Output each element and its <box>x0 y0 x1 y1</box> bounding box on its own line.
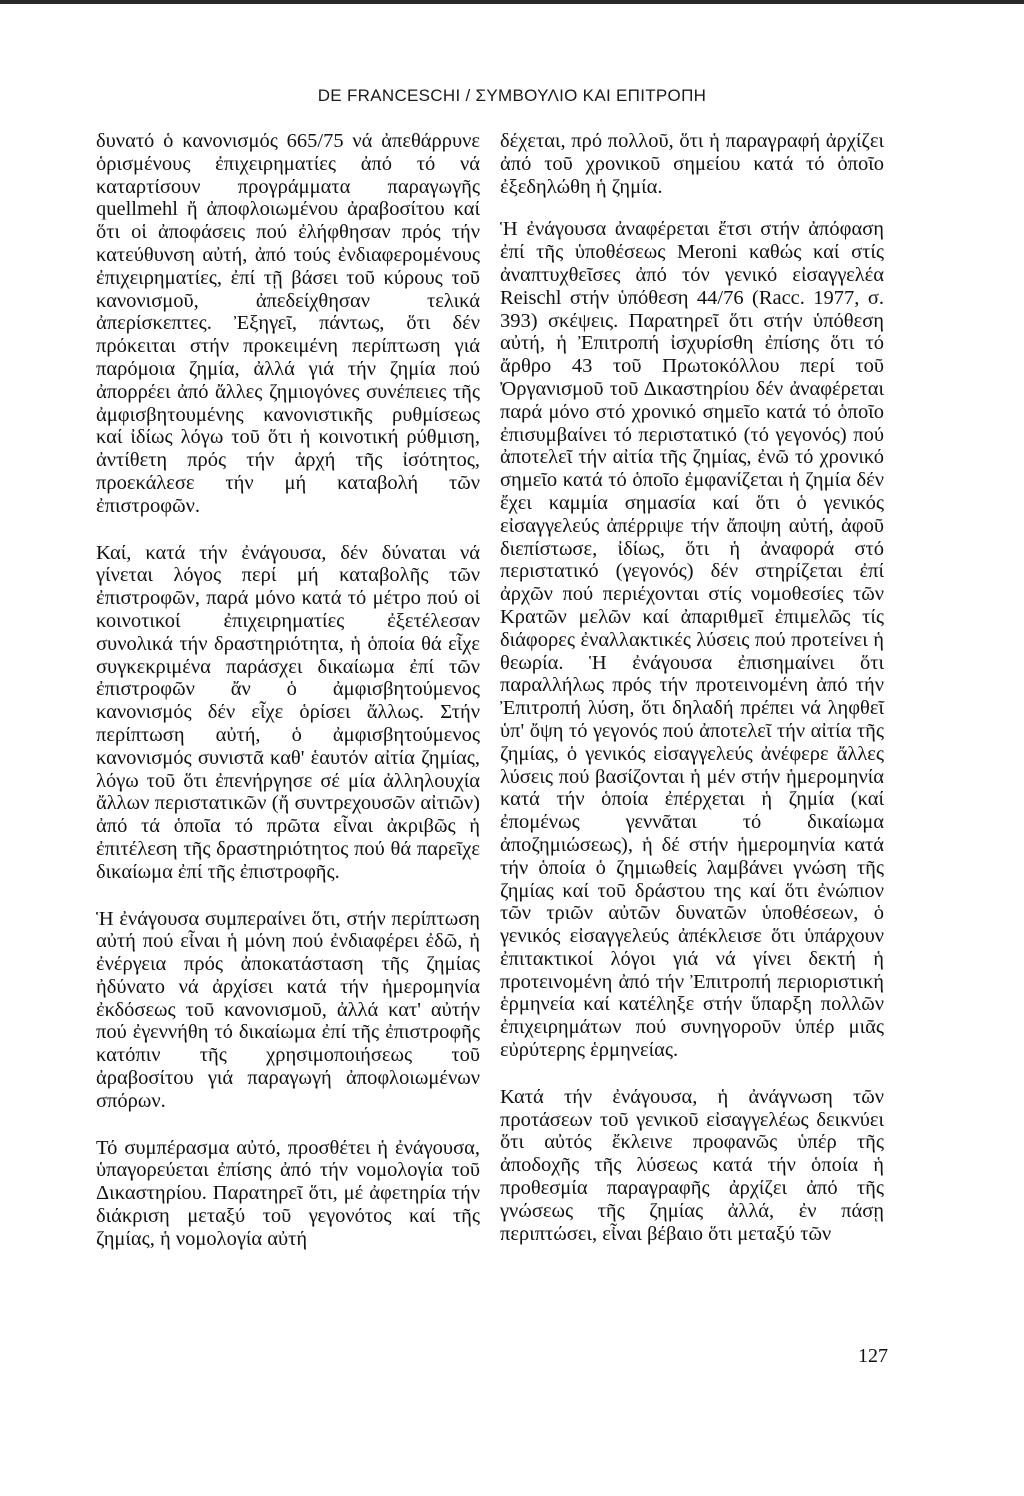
left-paragraph-1: δυνατό ὁ κανονισμός 665/75 νά ἀπεθάρρυνε ὁρισμένους ἐπιχειρηματίες ἀπό τό νά καταρτίσουν προγράμματα παραγωγῆς quellmehl ἤ ἀποφλοιωμένου ἀραβοσίτου καί ὅτι οἱ ἀποφάσεις πού ἐλήφθησαν πρός τήν κατεύθυνση αὐτή, ἀπό τούς ἐνδιαφερομένους ἐπιχειρηματίες, ἐπί τῇ βάσει τοῦ κύρους τοῦ κανονισμοῦ, ἀπεδείχθησαν τελικά ἀπερίσκεπτες. Ἐξηγεῖ, πάντως, ὅτι δέν πρόκειται στήν προκειμένη περίπτωση γιά παρόμοια ζημία, ἀλλά γιά τήν ζημία πού ἀπορρέει ἀπό ἄλλες ζημιογόνες συνέπειες τῆς ἀμφισβητουμένης κανονιστικῆς ρυθμίσεως καί ἰδίως λόγω τοῦ ὅτι ἡ κοινοτική ρύθμιση, ἀντίθετη πρός τήν ἀρχή τῆς ἰσότητος, προεκάλεσε τήν μή καταβολή τῶν ἐπιστροφῶν. <box>96 130 480 517</box>
left-column <box>96 130 480 1251</box>
right-column <box>500 130 884 1245</box>
right-paragraph-2: Ἡ ἐνάγουσα ἀναφέρεται ἔτσι στήν ἀπόφαση ἐπί τῆς ὑποθέσεως Meroni καθώς καί στίς ἀναπτυχθεῖσες ἀπό τόν γενικό εἰσαγγελέα Reischl στήν ὑπόθεση 44/76 (Racc. 1977, σ. 393) σκέψεις. Παρατηρεῖ ὅτι στήν ὑπόθεση αὐτή, ἡ Ἐπιτροπή ἰσχυρίσθη ἐπίσης ὅτι τό ἄρθρο 43 τοῦ Πρωτοκόλλου περί τοῦ Ὀργανισμοῦ τοῦ Δικαστηρίου δέν ἀναφέρεται παρά μόνο στό χρονικό σημεῖο κατά τό ὁποῖο ἐπισυμβαίνει τό περιστατικό (τό γεγονός) πού ἀποτελεῖ τήν αἰτία τῆς ζημίας, ἐνῶ τό χρονικό σημεῖο κατά τό ὁποῖο ἐμφανίζεται ἡ ζημία δέν ἔχει καμμία σημασία καί ὅτι ὁ γενικός εἰσαγγελεύς ἀπέρριψε τήν ἄποψη αὐτή, ἀφοῦ διεπίστωσε, ἰδίως, ὅτι ἡ ἀναφορά στό περιστατικό (γεγονός) δέν στηρίζεται ἐπί ἀρχῶν πού περιέχονται στίς νομοθεσίες τῶν Κρατῶν μελῶν καί ἀπαριθμεῖ ἐπιμελῶς τίς διάφορες ἐναλλακτικές λύσεις πού προτείνει ἡ θεωρία. Ἡ ἐνάγουσα ἐπισημαίνει ὅτι παραλλήλως πρός τήν προτεινομένη ἀπό τήν Ἐπιτροπή λύση, ὅτι δηλαδή πρέπει νά ληφθεῖ ὑπ' ὄψη τό γεγονός πού ἀποτελεῖ τήν αἰτία τῆς ζημίας, ὁ γενικός εἰσαγγελεύς ἀνέφερε ἄλλες λύσεις πού βασίζονται ἡ μέν στήν ἡμερομηνία κατά τήν ὁποία ἐπέρχεται ἡ ζημία (καί ἐπομένως γεννᾶται τό δικαίωμα ἀποζημιώσεως), ἡ δέ στήν ἡμερομηνία κατά τήν ὁποία ὁ ζημιωθείς λαμβάνει γνώση τῆς ζημίας καί τοῦ δράστου της καί ὅτι ἐνώπιον τῶν τριῶν αὐτῶν δυνατῶν ὑποθέσεων, ὁ γενικός εἰσαγγελεύς ἀπέκλεισε ὅτι ὑπάρχουν ἐπιτακτικοί λόγοι γιά νά γίνει δεκτή ἡ προτεινομένη ἀπό τήν Ἐπιτροπή περιοριστική ἑρμηνεία καί κατέληξε στήν ὕπαρξη πολλῶν ἐπιχειρημάτων πού συνηγοροῦν ὑπέρ μιᾶς εὐρύτερης ἑρμηνείας. <box>500 218 884 1062</box>
page-number: 127 <box>858 1345 888 1367</box>
left-paragraph-3: Ἡ ἐνάγουσα συμπεραίνει ὅτι, στήν περίπτωση αὐτή πού εἶναι ἡ μόνη πού ἐνδιαφέρει ἐδῶ, ἡ ἐνέργεια πρός ἀποκατάσταση τῆς ζημίας ἠδύνατο νά ἀρχίσει κατά τήν ἡμερομηνία ἐκδόσεως τοῦ κανονισμοῦ, ἀλλά κατ' αὐτήν πού ἐγεννήθη τό δικαίωμα ἐπί τῆς ἐπιστροφῆς κατόπιν τῆς χρησιμοποιήσεως τοῦ ἀραβοσίτου γιά παραγωγή ἀποφλοιωμένων σπόρων. <box>96 907 480 1112</box>
running-header: DE FRANCESCHI / ΣΥΜΒΟΥΛΙΟ ΚΑΙ ΕΠΙΤΡΟΠΗ <box>317 86 707 105</box>
left-paragraph-4: Τό συμπέρασμα αὐτό, προσθέτει ἡ ἐνάγουσα, ὑπαγορεύεται ἐπίσης ἀπό τήν νομολογία τοῦ Δικαστηρίου. Παρατηρεῖ ὅτι, μέ ἀφετηρία τήν διάκριση μεταξύ τοῦ γεγονότος καί τῆς ζημίας, ἡ νομολογία αὐτή <box>96 1136 480 1250</box>
right-paragraph-1: δέχεται, πρό πολλοῦ, ὅτι ἡ παραγραφή ἀρχίζει ἀπό τοῦ χρονικοῦ σημείου κατά τό ὁποῖο ἐξεδηλώθη ἡ ζημία. <box>500 130 884 198</box>
left-paragraph-2: Καί, κατά τήν ἐνάγουσα, δέν δύναται νά γίνεται λόγος περί μή καταβολῆς τῶν ἐπιστροφῶν, παρά μόνο κατά τό μέτρο πού οἱ κοινοτικοί ἐπιχειρηματίες ἐξετέλεσαν συνολικά τήν δραστηριότητα, ἡ ὁποία θά εἶχε συγκεκριμένα παράσχει δικαίωμα ἐπί τῶν ἐπιστροφῶν ἄν ὁ ἀμφισβητούμενος κανονισμός δέν εἶχε ὁρίσει ἄλλως. Στήν περίπτωση αὐτή, ὁ ἀμφισβητούμενος κανονισμός συνιστᾶ καθ' ἑαυτόν αἰτία ζημίας, λόγω τοῦ ὅτι ἐπενήργησε σέ μία ἀλληλουχία ἄλλων περιστατικῶν (ἤ συντρεχουσῶν αἰτιῶν) ἀπό τά ὁποῖα τό πρῶτα εἶναι ἀκριβῶς ἡ ἐπιτέλεση τῆς δραστηριότητος πού θά παρεῖχε δικαίωμα ἐπί τῆς ἐπιστροφῆς. <box>96 541 480 883</box>
page-top-edge <box>0 0 1024 4</box>
right-paragraph-3: Κατά τήν ἐνάγουσα, ἡ ἀνάγνωση τῶν προτάσεων τοῦ γενικοῦ εἰσαγγελέως δεικνύει ὅτι αὐτός ἔκλεινε προφανῶς ὑπέρ τῆς ἀποδοχῆς τῆς λύσεως κατά τήν ὁποία ἡ προθεσμία παραγραφῆς ἀρχίζει ἀπό τῆς γνώσεως τῆς ζημίας ἀλλά, ἐν πάσῃ περιπτώσει, εἶναι βέβαιο ὅτι μεταξύ τῶν <box>500 1085 884 1245</box>
